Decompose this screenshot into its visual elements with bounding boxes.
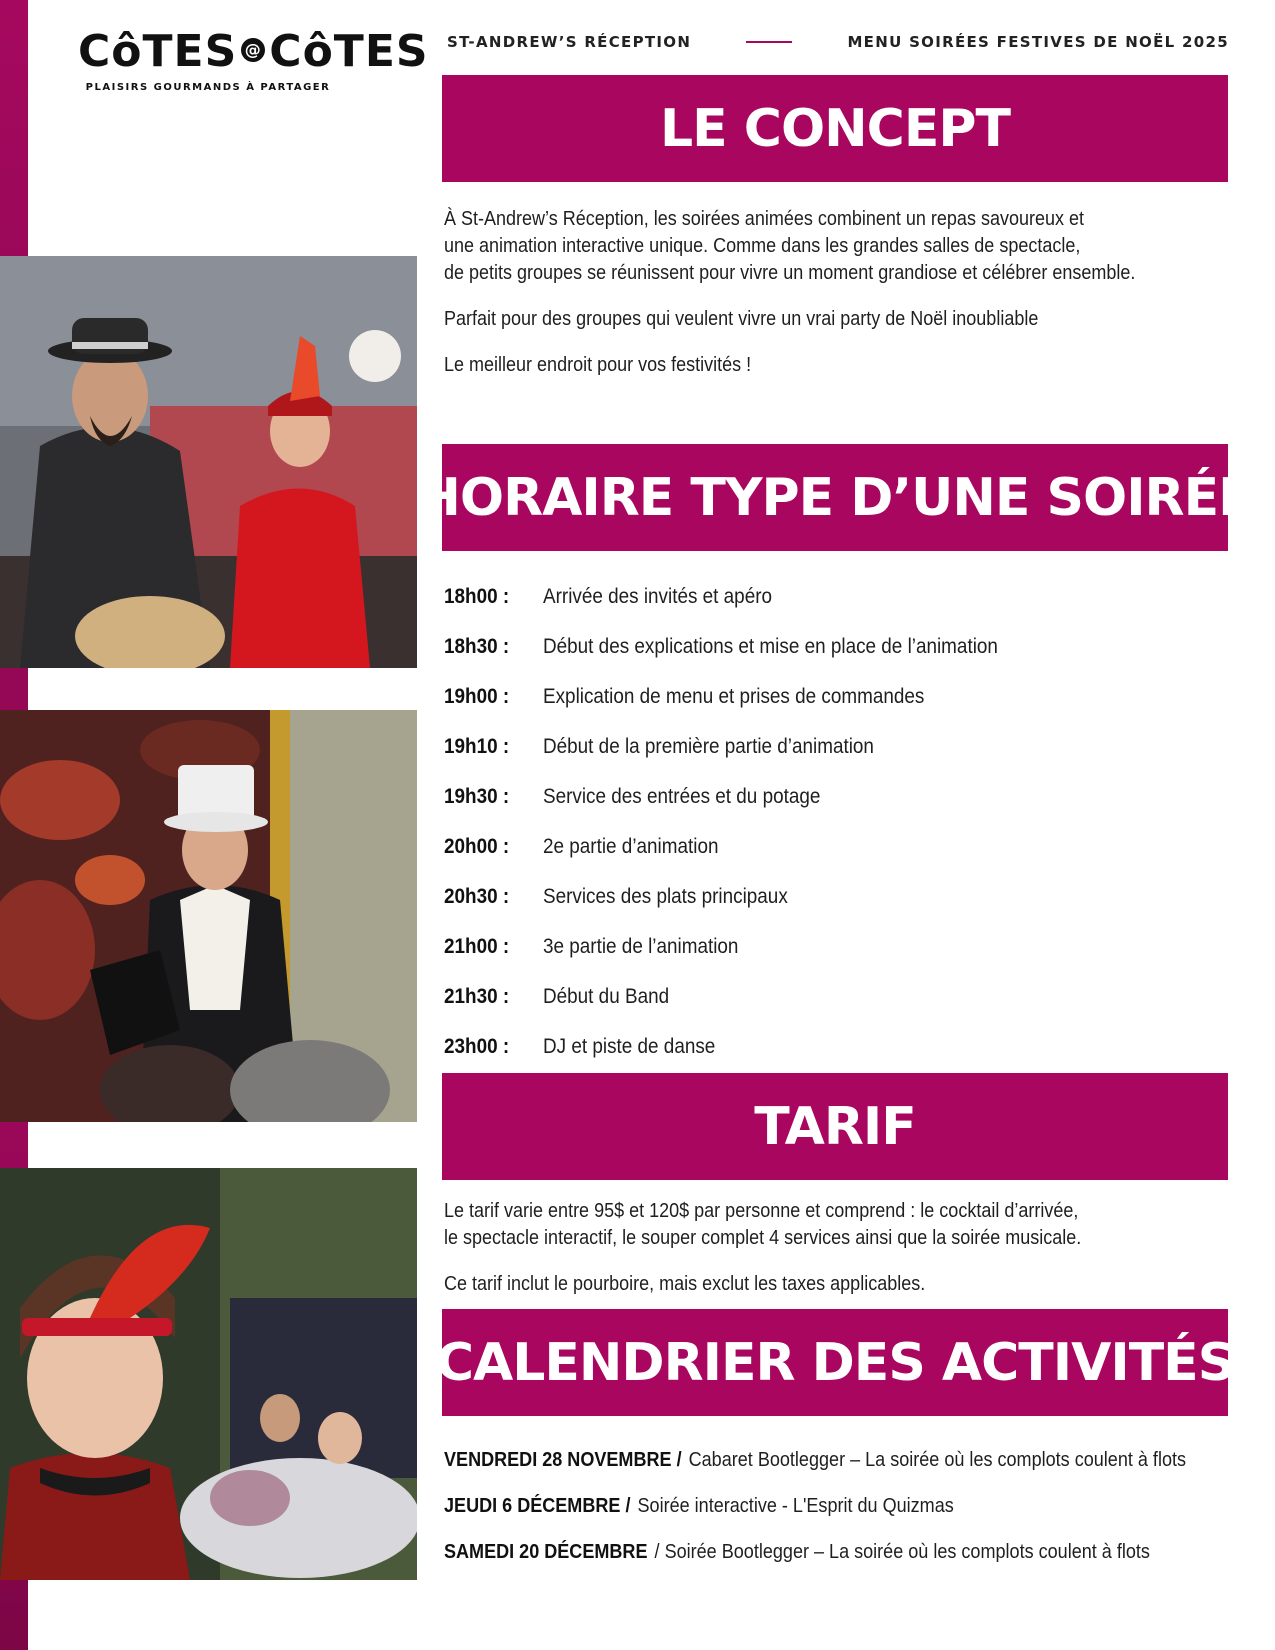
schedule-time: 20h00 : — [444, 835, 510, 858]
schedule-row — [444, 972, 1236, 1022]
concept-paragraph-1 — [444, 206, 1227, 287]
schedule-time: 18h00 : — [444, 585, 510, 608]
schedule-row — [444, 672, 1236, 722]
schedule-row — [444, 872, 1236, 922]
at-icon: @ — [241, 38, 265, 62]
schedule-description: Début de la première partie d’animation — [543, 735, 874, 758]
schedule-description: Début des explications et mise en place de l’animation — [543, 635, 998, 658]
logo-name-left: CôTES — [78, 26, 238, 77]
section-title-concept: LE CONCEPT — [442, 75, 1228, 182]
calendar-list — [444, 1437, 1244, 1575]
concept-line-2: une animation interactive unique. Comme dans les grandes salles de spectacle, — [444, 235, 1081, 257]
concept-paragraph-2: Parfait pour des groupes qui veulent vivre un vrai party de Noël inoubliable — [444, 308, 1039, 330]
schedule-description: 3e partie de l’animation — [543, 935, 739, 958]
logo-name-right: CôTES — [269, 26, 429, 77]
schedule-time: 19h30 : — [444, 785, 510, 808]
section-title-tarif: TARIF — [442, 1073, 1228, 1180]
header-venue: ST-ANDREW’S RÉCEPTION — [447, 33, 692, 51]
calendar-date: SAMEDI 20 DÉCEMBRE — [444, 1540, 648, 1563]
schedule-row — [444, 772, 1236, 822]
schedule-description: Arrivée des invités et apéro — [543, 585, 773, 608]
schedule-row — [444, 622, 1236, 672]
schedule-row — [444, 1022, 1236, 1072]
schedule-time: 21h30 : — [444, 985, 510, 1008]
calendar-description: / Soirée Bootlegger – La soirée où les complots coulent à flots — [654, 1540, 1150, 1563]
header-menu-title: MENU SOIRÉES FESTIVES DE NOËL 2025 — [847, 33, 1229, 51]
section-title-calendar: CALENDRIER DES ACTIVITÉS — [442, 1309, 1228, 1416]
tarif-paragraph-1 — [444, 1198, 1227, 1252]
page-header — [447, 32, 1229, 52]
tarif-text — [444, 1198, 1227, 1317]
schedule-row — [444, 822, 1236, 872]
calendar-description: Soirée interactive - L'Esprit du Quizmas — [637, 1494, 954, 1517]
calendar-row — [444, 1483, 1236, 1529]
calendar-description: Cabaret Bootlegger – La soirée où les complots coulent à flots — [688, 1448, 1187, 1471]
schedule-description: DJ et piste de danse — [543, 1035, 716, 1058]
schedule-description: Services des plats principaux — [543, 885, 788, 908]
calendar-date: VENDREDI 28 NOVEMBRE / — [444, 1448, 682, 1471]
concept-line-3: de petits groupes se réunissent pour vivre un moment grandiose et célébrer ensemble. — [444, 262, 1136, 284]
calendar-row — [444, 1529, 1236, 1575]
schedule-time: 19h00 : — [444, 685, 510, 708]
section-title-schedule: HORAIRE TYPE D’UNE SOIRÉE — [442, 444, 1228, 551]
logo-wordmark — [78, 26, 429, 77]
concept-paragraph-3: Le meilleur endroit pour vos festivités ! — [444, 354, 752, 376]
schedule-row — [444, 922, 1236, 972]
schedule-time: 18h30 : — [444, 635, 510, 658]
schedule-description: Explication de menu et prises de commandes — [543, 685, 925, 708]
photo-performer-top-hat — [0, 710, 417, 1122]
logo — [78, 26, 429, 93]
tarif-line-2: le spectacle interactif, le souper complet 4 services ainsi que la soirée musicale. — [444, 1227, 1082, 1249]
logo-tagline: PLAISIRS GOURMANDS À PARTAGER — [85, 82, 331, 93]
photo-performer-flapper-headband — [0, 1168, 417, 1580]
concept-line-1: À St-Andrew’s Réception, les soirées animées combinent un repas savoureux et — [444, 208, 1085, 230]
schedule-time: 23h00 : — [444, 1035, 510, 1058]
tarif-line-1: Le tarif varie entre 95$ et 120$ par personne et comprend : le cocktail d’arrivée, — [444, 1200, 1079, 1222]
schedule-description: Début du Band — [543, 985, 670, 1008]
schedule-time: 21h00 : — [444, 935, 510, 958]
header-divider — [746, 41, 792, 43]
schedule-row — [444, 572, 1236, 622]
schedule-time: 19h10 : — [444, 735, 510, 758]
concept-text — [444, 206, 1227, 398]
schedule-list — [444, 572, 1244, 1072]
calendar-row — [444, 1437, 1236, 1483]
schedule-time: 20h30 : — [444, 885, 510, 908]
calendar-date: JEUDI 6 DÉCEMBRE / — [444, 1494, 631, 1517]
schedule-description: 2e partie d’animation — [543, 835, 719, 858]
photo-performers-gangster-flapper — [0, 256, 417, 668]
schedule-row — [444, 722, 1236, 772]
schedule-description: Service des entrées et du potage — [543, 785, 821, 808]
tarif-paragraph-2: Ce tarif inclut le pourboire, mais exclut les taxes applicables. — [444, 1273, 926, 1295]
